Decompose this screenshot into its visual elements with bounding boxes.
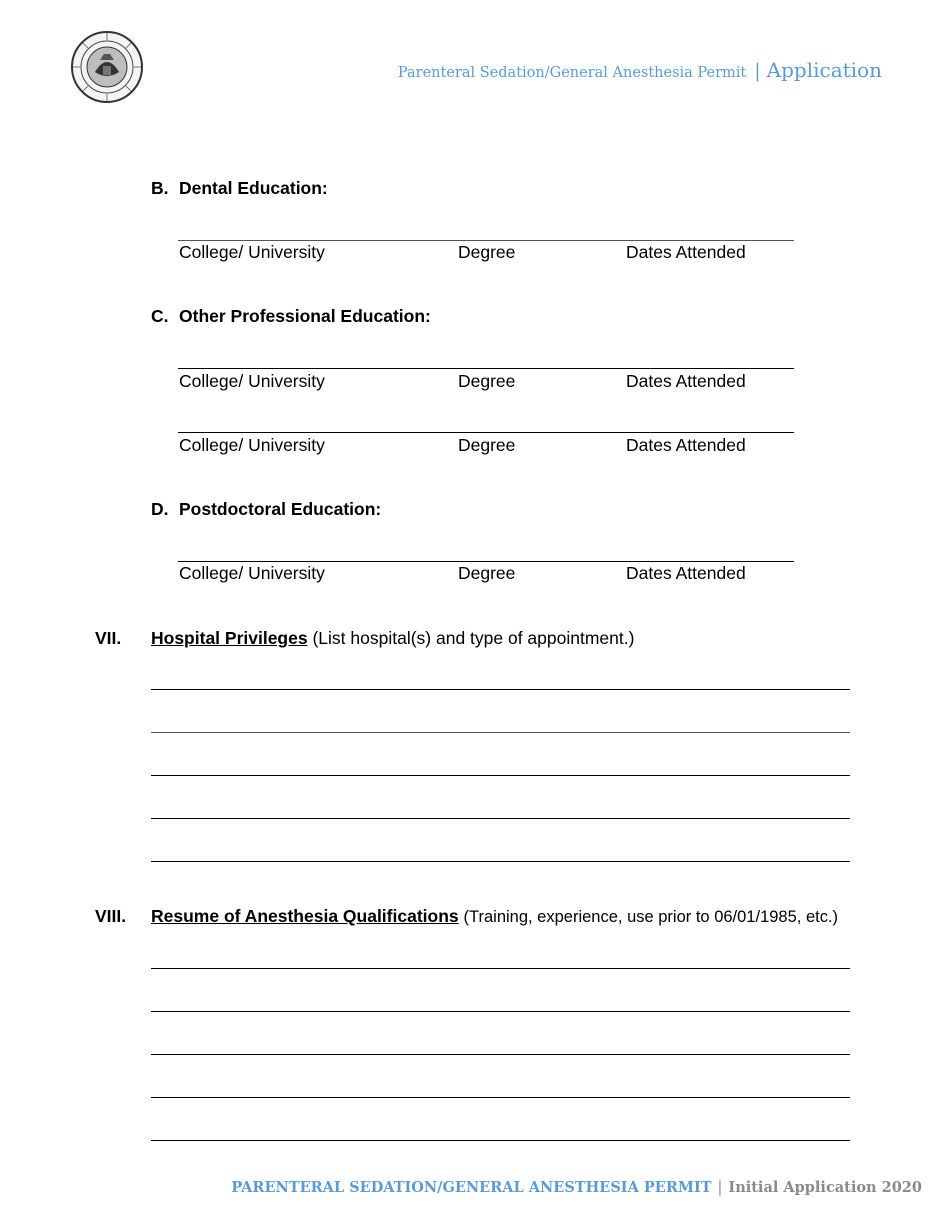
section-b-title: Dental Education:	[179, 178, 328, 198]
section-vii-heading	[151, 628, 634, 649]
hospital-privileges-title: Hospital Privileges	[151, 628, 308, 648]
other-education-line-2[interactable]	[178, 432, 794, 433]
anesthesia-qualifications-line-1[interactable]	[151, 968, 850, 969]
column-label-degree: Degree	[458, 435, 516, 455]
hospital-privileges-line-4[interactable]	[151, 818, 850, 819]
column-label-college: College/ University	[179, 435, 325, 455]
section-vii-numeral: VII.	[95, 628, 122, 648]
anesthesia-qualifications-note: (Training, experience, use prior to 06/01/1985, etc.)	[463, 908, 839, 926]
board-seal-logo	[70, 30, 144, 104]
column-label-degree: Degree	[458, 242, 516, 262]
column-label-college: College/ University	[179, 563, 325, 583]
section-c-title: Other Professional Education:	[179, 306, 431, 326]
page-footer	[231, 1179, 922, 1196]
dental-education-line[interactable]	[178, 240, 794, 241]
column-label-college: College/ University	[179, 242, 325, 262]
footer-subtitle: Initial Application 2020	[728, 1179, 922, 1196]
header-subtitle: Application	[766, 58, 882, 82]
section-viii-numeral: VIII.	[95, 906, 127, 926]
column-label-dates: Dates Attended	[626, 371, 746, 391]
column-label-college: College/ University	[179, 371, 325, 391]
column-label-degree: Degree	[458, 563, 516, 583]
section-d-title: Postdoctoral Education:	[179, 499, 382, 519]
hospital-privileges-line-2[interactable]	[151, 732, 850, 733]
anesthesia-qualifications-title: Resume of Anesthesia Qualifications	[151, 906, 459, 926]
hospital-privileges-line-5[interactable]	[151, 861, 850, 862]
column-label-degree: Degree	[458, 371, 516, 391]
section-b-letter: B.	[151, 178, 169, 198]
anesthesia-qualifications-line-3[interactable]	[151, 1054, 850, 1055]
postdoctoral-education-line[interactable]	[178, 561, 794, 562]
footer-title: PARENTERAL SEDATION/GENERAL ANESTHESIA PERMIT	[231, 1179, 712, 1196]
section-viii-heading	[151, 906, 838, 927]
section-c-letter: C.	[151, 306, 169, 326]
hospital-privileges-line-1[interactable]	[151, 689, 850, 690]
hospital-privileges-line-3[interactable]	[151, 775, 850, 776]
column-label-dates: Dates Attended	[626, 242, 746, 262]
anesthesia-qualifications-line-2[interactable]	[151, 1011, 850, 1012]
column-label-dates: Dates Attended	[626, 435, 746, 455]
section-d-letter: D.	[151, 499, 169, 519]
footer-separator: |	[717, 1180, 723, 1196]
column-label-dates: Dates Attended	[626, 563, 746, 583]
header-separator: |	[754, 60, 761, 82]
other-education-line-1[interactable]	[178, 368, 794, 369]
header-title: Parenteral Sedation/General Anesthesia Permit	[397, 65, 747, 81]
anesthesia-qualifications-line-4[interactable]	[151, 1097, 850, 1098]
hospital-privileges-note: (List hospital(s) and type of appointment.)	[312, 628, 635, 648]
page-header	[398, 58, 882, 82]
anesthesia-qualifications-line-5[interactable]	[151, 1140, 850, 1141]
